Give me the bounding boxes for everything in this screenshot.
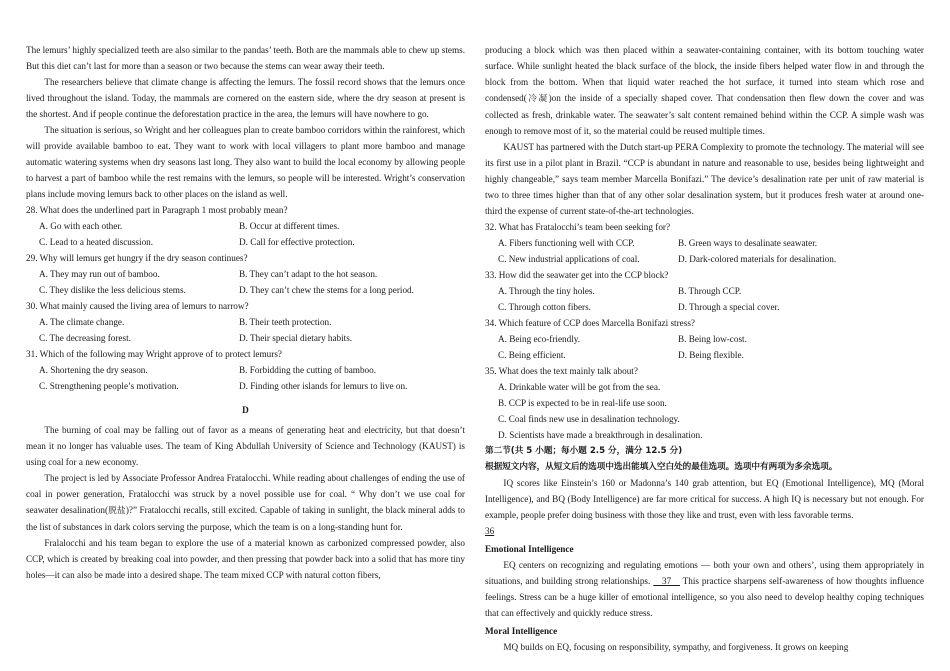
option-b: B. They can’t adapt to the hot season. xyxy=(239,269,378,279)
options xyxy=(26,266,465,298)
section-2-title: 第二节(共 5 小题；每小题 2.5 分，满分 12.5 分) xyxy=(485,446,683,456)
option-d: D. They can’t chew the stems for a long period. xyxy=(239,285,414,295)
chinese-gloss: 脱盐 xyxy=(108,506,126,516)
options xyxy=(26,314,465,346)
option-a: A. Through the tiny holes. xyxy=(498,286,595,296)
question-stem: 35. What does the text mainly talk about? xyxy=(485,366,638,376)
option-b: B. Their teeth protection. xyxy=(239,317,332,327)
question-stem: 30. What mainly caused the living area of lemurs to narrow? xyxy=(26,301,249,311)
option-b: B. Green ways to desalinate seawater. xyxy=(678,238,818,248)
options xyxy=(26,362,465,394)
question-32 xyxy=(485,219,924,267)
option-d: D. Finding other islands for lemurs to live on. xyxy=(239,381,408,391)
question-stem: 34. Which feature of CCP does Marcella Bonifazi stress? xyxy=(485,318,695,328)
option-a: A. The climate change. xyxy=(39,317,125,327)
blank-36: 36 xyxy=(485,526,495,536)
options xyxy=(485,235,924,267)
text-run: producing a block which was then placed within a seawater-containing container, with its bottom touching water surface. While sunlight heated the black surface of the block, the inside fibers helped water flow in and through the block from the bottom. When that liquid water reached the hot surface, it turned into steam which rose and condensed( xyxy=(485,45,924,103)
options xyxy=(485,283,924,315)
text-run: This practice sharpens self-awareness of how thoughts influence feelings. Stress can be a huge killer of emotional intelligence, so you also need to develop healthy coping techniques that can effectively and quickly reduce stress. xyxy=(485,576,924,618)
paragraph: Fralalocchi and his team began to explore the use of a material known as carbonized compressed powder, also CCP, which is created by breaking coal into powder, and then pressing that powder back into a solid that has more tiny holes—it can also be made into a desired shape. The team mixed CCP with natural cotton fibers, xyxy=(26,538,465,580)
question-30 xyxy=(26,298,465,346)
question-34 xyxy=(485,315,924,363)
option-c: C. They dislike the less delicious stems. xyxy=(39,285,186,295)
question-28 xyxy=(26,202,465,250)
option-d: D. Their special dietary habits. xyxy=(239,333,353,343)
heading-emotional-intelligence: Emotional Intelligence xyxy=(485,544,574,554)
option-b: B. CCP is expected to be in real-life use soon. xyxy=(498,398,667,408)
text-run: )?” Fratalocchi recalls, still excited. Capable of taking in sunlight, the black mineral adds to the list of substances in dark colors serving the purpose, which the team is on a long-standing hunt for. xyxy=(26,505,465,532)
option-c: C. Lead to a heated discussion. xyxy=(39,237,154,247)
option-a: A. Go with each other. xyxy=(39,221,123,231)
option-b: B. Through CCP. xyxy=(678,286,742,296)
option-c: C. Through cotton fibers. xyxy=(498,302,591,312)
question-stem: 28. What does the underlined part in Paragraph 1 most probably mean? xyxy=(26,205,288,215)
question-33 xyxy=(485,267,924,315)
paragraph: KAUST has partnered with the Dutch start-up PERA Complexity to promote the technology. The material will see its first use in a pilot plant in Brazil. “CCP is abundant in nature and reasonable to use, besides being lightweight and highly changeable,” says team member Marcella Bonifazi.” The device’s desalination rate per unit of raw material is two to three times higher than that of any other solar desalination system, but it produces fresh water at around one-third the expense of current state-of-the-art technologies. xyxy=(485,142,924,216)
text-run: EQ centers on recognizing and regulating emotions — both your own and others’, using them appropriately in situations, and building strong relationships. xyxy=(485,560,924,586)
heading-moral-intelligence: Moral Intelligence xyxy=(485,626,558,636)
question-35 xyxy=(485,363,924,443)
section-2-instructions: 根据短文内容，从短文后的选项中选出能填入空白处的最佳选项。选项中有两项为多余选项。 xyxy=(485,462,838,472)
option-a: A. Fibers functioning well with CCP. xyxy=(498,238,635,248)
option-b: B. Occur at different times. xyxy=(239,221,340,231)
option-b: B. Forbidding the cutting of bamboo. xyxy=(239,365,377,375)
option-b: B. Being low-cost. xyxy=(678,334,747,344)
right-column xyxy=(485,42,924,655)
question-stem: 31. Which of the following may Wright approve of to protect lemurs? xyxy=(26,349,282,359)
option-c: C. New industrial applications of coal. xyxy=(498,254,640,264)
paragraph xyxy=(485,557,924,621)
question-stem: 33. How did the seawater get into the CCP block? xyxy=(485,270,669,280)
paragraph xyxy=(485,42,924,139)
paragraph: The situation is serious, so Wright and her colleagues plan to create bamboo corridors within the rainforest, which will provide available bamboo to eat. They want to work with local villagers to plant more bamboo and manage automatic watering systems when dry seasons last long. They also want to build the local economy by allowing people to harvest a part of bamboo while the rest remains with the lemurs, so people will be interested. Wright’s conservation plans include moving lemurs back to other places on the island as well. xyxy=(26,125,465,199)
option-a: A. Being eco-friendly. xyxy=(498,334,581,344)
option-d: D. Being flexible. xyxy=(678,350,744,360)
text-run: )on the inside of a specially shaped cover. That condensation then flew down the cover and was collected as fresh, drinkable water. The seawater’s salt content remained behind within the CCP. A simple wash was enough to remove most of it, so the material could be reused multiple times. xyxy=(485,93,924,136)
paragraph xyxy=(26,470,465,535)
blank-37-number: 37 xyxy=(661,576,672,586)
blank-37 xyxy=(653,576,680,586)
options xyxy=(485,379,924,443)
option-c: C. Coal finds new use in desalination technology. xyxy=(498,414,680,424)
options xyxy=(485,331,924,363)
section-heading-d: D xyxy=(242,405,249,415)
blank-36-line xyxy=(485,523,924,539)
paragraph: MQ builds on EQ, focusing on responsibility, sympathy, and forgiveness. It grows on keeping xyxy=(503,642,849,652)
option-a: A. They may run out of bamboo. xyxy=(39,269,160,279)
option-c: C. Being efficient. xyxy=(498,350,566,360)
paragraph: The burning of coal may be falling out of favor as a means of generating heat and electricity, but that doesn’t mean it no longer has valuable uses. The team of King Abdullah University of Science and Technology (KAUST) is using coal for a new economy. xyxy=(26,425,465,467)
option-d: D. Scientists have made a breakthrough in desalination. xyxy=(498,430,703,440)
option-a: A. Drinkable water will be got from the sea. xyxy=(498,382,661,392)
option-d: D. Through a special cover. xyxy=(678,302,780,312)
option-c: C. Strengthening people’s motivation. xyxy=(39,381,179,391)
option-d: D. Dark-colored materials for desalination. xyxy=(678,254,837,264)
options xyxy=(26,218,465,250)
option-a: A. Shortening the dry season. xyxy=(39,365,148,375)
chinese-gloss: 冷凝 xyxy=(526,94,549,104)
text-run: The project is led by Associate Professor Andrea Fratalocchi. While reading about challenges of ending the use of coal in power generation, Fratalocchi was struck by a novel possible use for coal. “ Why don’t we use coal for seawater desalination( xyxy=(26,473,465,515)
left-column xyxy=(26,42,465,583)
question-stem: 32. What has Fratalocchi’s team been seeking for? xyxy=(485,222,671,232)
option-d: D. Call for effective protection. xyxy=(239,237,355,247)
option-c: C. The decreasing forest. xyxy=(39,333,131,343)
paragraph: IQ scores like Einstein’s 160 or Madonna’s 140 grab attention, but EQ (Emotional Intelligence), MQ (Moral Intelligence), and BQ (Body Intelligence) are far more critical for success. A high IQ is necessary but not enough. For example, people prefer doing business with those they like and trust, even with less favorable terms. xyxy=(485,478,924,520)
question-29 xyxy=(26,250,465,298)
question-stem: 29. Why will lemurs get hungry if the dry season continues? xyxy=(26,253,248,263)
paragraph: The researchers believe that climate change is affecting the lemurs. The fossil record shows that the lemurs once lived throughout the island. Today, the mammals are cornered on the eastern side, where the dry season at present is the shortest. And if people continue the deforestation practice in the area, the lemurs will have nowhere to go. xyxy=(26,77,465,119)
question-31 xyxy=(26,346,465,394)
paragraph: The lemurs’ highly specialized teeth are also similar to the pandas’ teeth. Both are the mammals able to chew up stems. But this diet can’t last for more than a season or two because the stems can wear away their teeth. xyxy=(26,45,465,71)
